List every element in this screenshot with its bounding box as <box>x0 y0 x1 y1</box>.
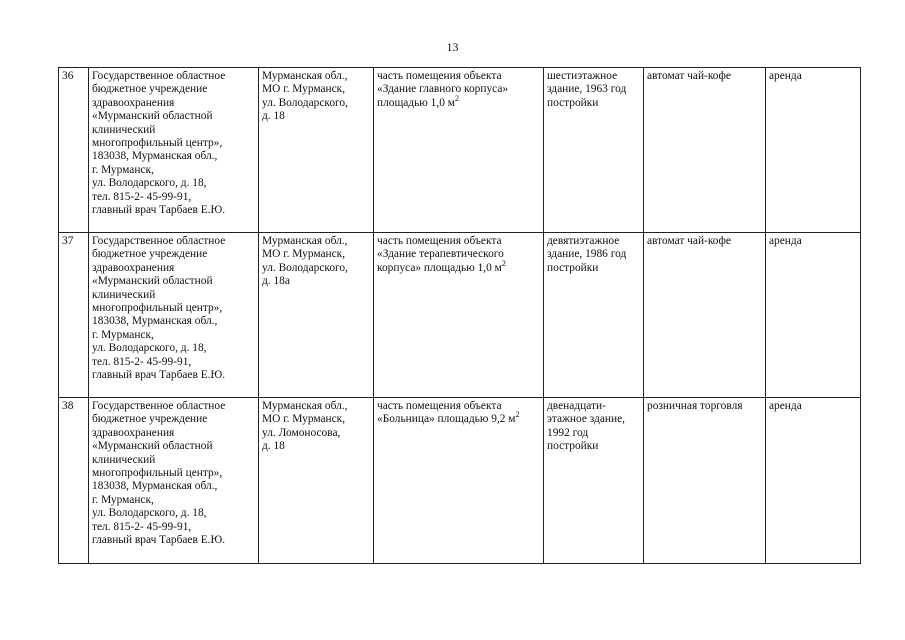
building-cell: девятиэтажное здание, 1986 год постройки <box>544 233 644 398</box>
contract-type-cell: аренда <box>766 398 861 564</box>
object-text: часть помещения объекта «Здание главного корпуса» площадью 1,0 м <box>377 70 509 109</box>
object-cell <box>374 233 544 398</box>
address-cell: Мурманская обл., МО г. Мурманск, ул. Володарского, д. 18а <box>259 233 374 398</box>
organization-cell: Государственное областное бюджетное учреждение здравоохранения «Мурманский областной клинический многопрофильный центр», 183038, Мурманская обл., г. Мурманск, ул. Володарского, д. 18, тел. 815-2- 45-99-91, главный врач Тарбаев Е.Ю. <box>89 68 259 233</box>
table-row <box>59 233 861 398</box>
organization-cell: Государственное областное бюджетное учреждение здравоохранения «Мурманский областной клинический многопрофильный центр», 183038, Мурманская обл., г. Мурманск, ул. Володарского, д. 18, тел. 815-2- 45-99-91, главный врач Тарбаев Е.Ю. <box>89 398 259 564</box>
table-row <box>59 398 861 564</box>
address-cell: Мурманская обл., МО г. Мурманск, ул. Ломоносова, д. 18 <box>259 398 374 564</box>
object-text: часть помещения объекта «Здание терапевтического корпуса» площадью 1,0 м <box>377 235 504 274</box>
organization-cell: Государственное областное бюджетное учреждение здравоохранения «Мурманский областной клинический многопрофильный центр», 183038, Мурманская обл., г. Мурманск, ул. Володарского, д. 18, тел. 815-2- 45-99-91, главный врач Тарбаев Е.Ю. <box>89 233 259 398</box>
contract-type-cell: аренда <box>766 68 861 233</box>
building-cell: шестиэтажное здание, 1963 год постройки <box>544 68 644 233</box>
row-number: 36 <box>59 68 89 233</box>
usage-cell: автомат чай-кофе <box>644 233 766 398</box>
object-unit-superscript: 2 <box>515 410 520 420</box>
row-number: 38 <box>59 398 89 564</box>
object-cell <box>374 68 544 233</box>
usage-cell: розничная торговля <box>644 398 766 564</box>
page-number: 13 <box>446 40 459 54</box>
object-cell <box>374 398 544 564</box>
row-number: 37 <box>59 233 89 398</box>
object-unit-superscript: 2 <box>501 259 506 269</box>
object-text: часть помещения объекта «Больница» площадью 9,2 м <box>377 400 516 426</box>
address-cell: Мурманская обл., МО г. Мурманск, ул. Володарского, д. 18 <box>259 68 374 233</box>
property-registry-table <box>58 67 861 564</box>
contract-type-cell: аренда <box>766 233 861 398</box>
usage-cell: автомат чай-кофе <box>644 68 766 233</box>
table-row <box>59 68 861 233</box>
object-unit-superscript: 2 <box>454 94 459 104</box>
building-cell: двенадцати- этажное здание, 1992 год постройки <box>544 398 644 564</box>
